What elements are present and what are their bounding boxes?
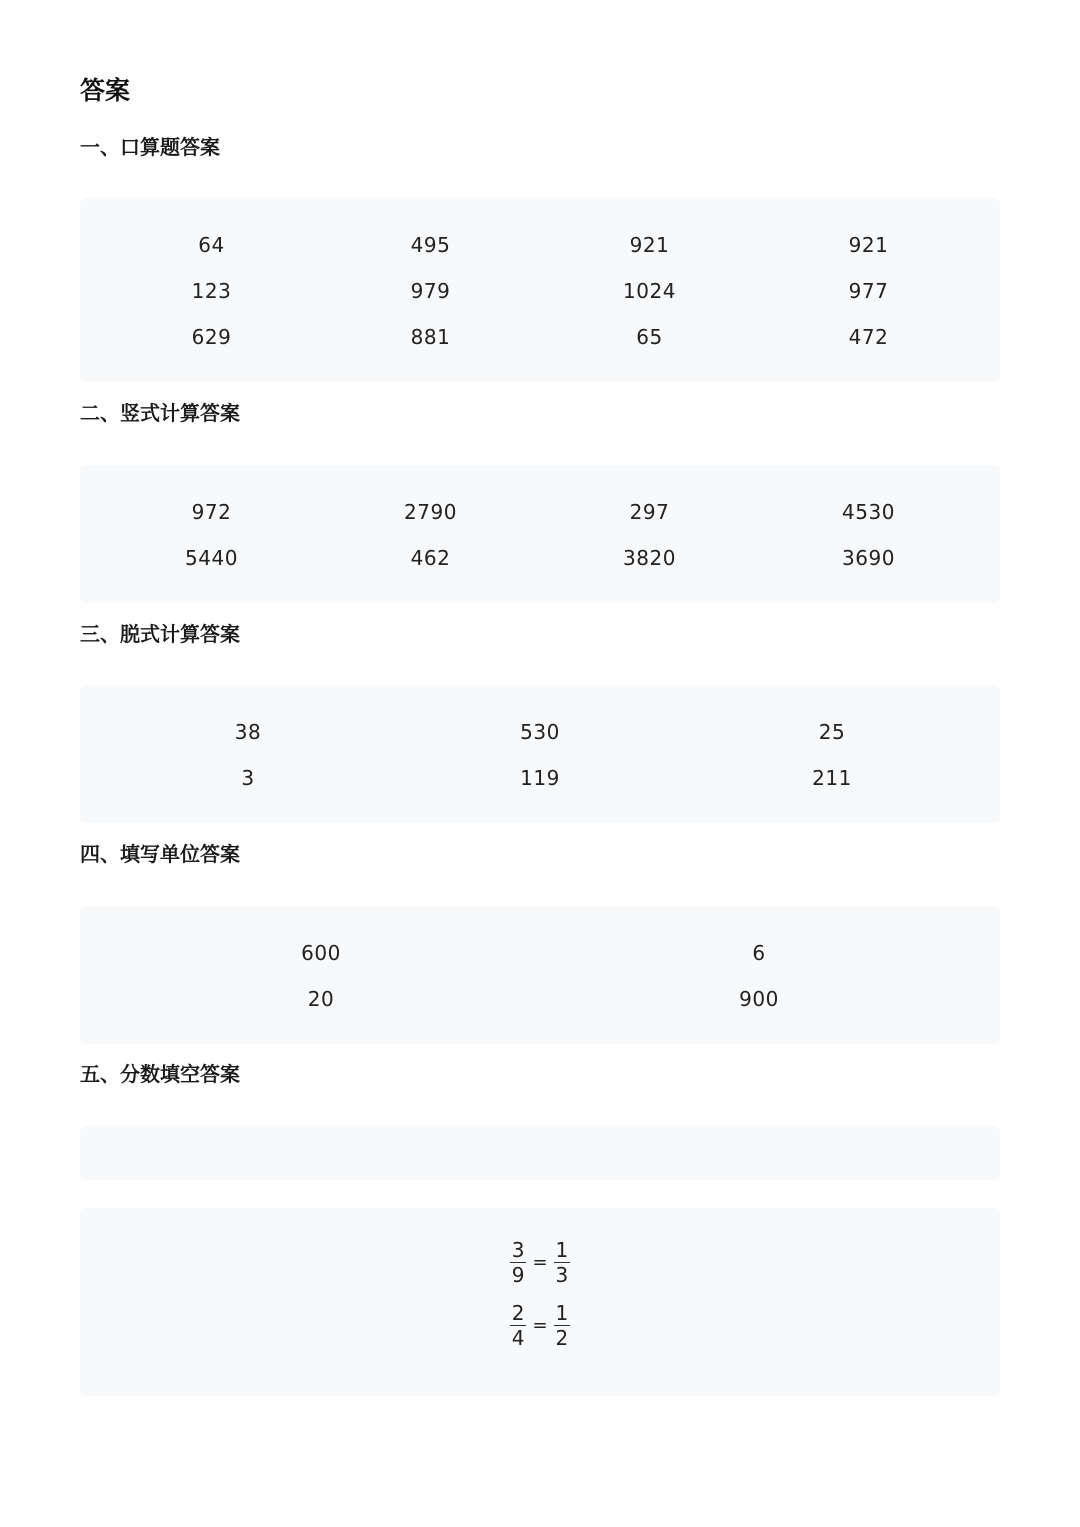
answer-cell: 629 (191, 325, 232, 349)
numerator: 3 (511, 1238, 525, 1262)
numerator: 2 (511, 1301, 525, 1325)
page-title: 答案 (80, 76, 131, 105)
fraction (554, 1238, 571, 1287)
answer-cell: 4530 (842, 500, 895, 524)
answer-cell: 921 (848, 233, 889, 257)
answer-cell: 3820 (623, 546, 676, 570)
answer-grid (102, 709, 978, 801)
answer-cell: 600 (301, 941, 341, 965)
answer-cell: 211 (812, 766, 852, 790)
answer-cell: 472 (848, 325, 889, 349)
answer-cell: 2790 (404, 500, 457, 524)
fraction-equation (510, 1238, 571, 1287)
numerator: 1 (555, 1238, 569, 1262)
empty-panel (80, 1126, 1000, 1180)
section-heading-units: 四、填写单位答案 (80, 842, 240, 866)
answer-panel-vertical (80, 465, 1000, 603)
answer-cell: 977 (848, 279, 889, 303)
answer-cell: 1024 (623, 279, 676, 303)
answer-panel-stepwise (80, 685, 1000, 823)
denominator: 4 (511, 1326, 525, 1350)
equals-sign: = (532, 1252, 548, 1273)
answer-cell: 123 (191, 279, 232, 303)
answer-cell: 462 (410, 546, 451, 570)
fraction-list (80, 1238, 1000, 1350)
answer-cell: 979 (410, 279, 451, 303)
answer-panel-fractions (80, 1208, 1000, 1396)
fraction (510, 1238, 527, 1287)
section-heading-fractions: 五、分数填空答案 (80, 1062, 240, 1086)
denominator: 3 (555, 1263, 569, 1287)
section-heading-oral: 一、口算题答案 (80, 135, 220, 159)
answer-cell: 119 (520, 766, 560, 790)
denominator: 9 (511, 1263, 525, 1287)
answer-cell: 921 (629, 233, 670, 257)
answer-cell: 5440 (185, 546, 238, 570)
answer-grid (102, 222, 978, 360)
answer-cell: 530 (520, 720, 560, 744)
answer-cell: 3690 (842, 546, 895, 570)
answer-cell: 64 (198, 233, 225, 257)
answer-cell: 495 (410, 233, 451, 257)
answer-cell: 20 (307, 987, 335, 1011)
answer-grid (102, 930, 978, 1022)
answer-cell: 3 (241, 766, 255, 790)
fraction (554, 1301, 571, 1350)
answer-cell: 297 (629, 500, 670, 524)
equals-sign: = (532, 1315, 548, 1336)
section-heading-stepwise: 三、脱式计算答案 (80, 622, 240, 646)
answer-cell: 65 (636, 325, 663, 349)
answer-cell: 25 (818, 720, 846, 744)
answer-cell: 900 (739, 987, 779, 1011)
numerator: 1 (555, 1301, 569, 1325)
answer-cell: 6 (752, 941, 766, 965)
answer-cell: 881 (410, 325, 451, 349)
fraction-equation (510, 1301, 571, 1350)
answer-cell: 38 (234, 720, 262, 744)
answer-panel-units (80, 906, 1000, 1044)
denominator: 2 (555, 1326, 569, 1350)
section-heading-vertical: 二、竖式计算答案 (80, 401, 240, 425)
fraction (510, 1301, 527, 1350)
answer-grid (102, 489, 978, 581)
answer-panel-oral (80, 198, 1000, 382)
answer-cell: 972 (191, 500, 232, 524)
